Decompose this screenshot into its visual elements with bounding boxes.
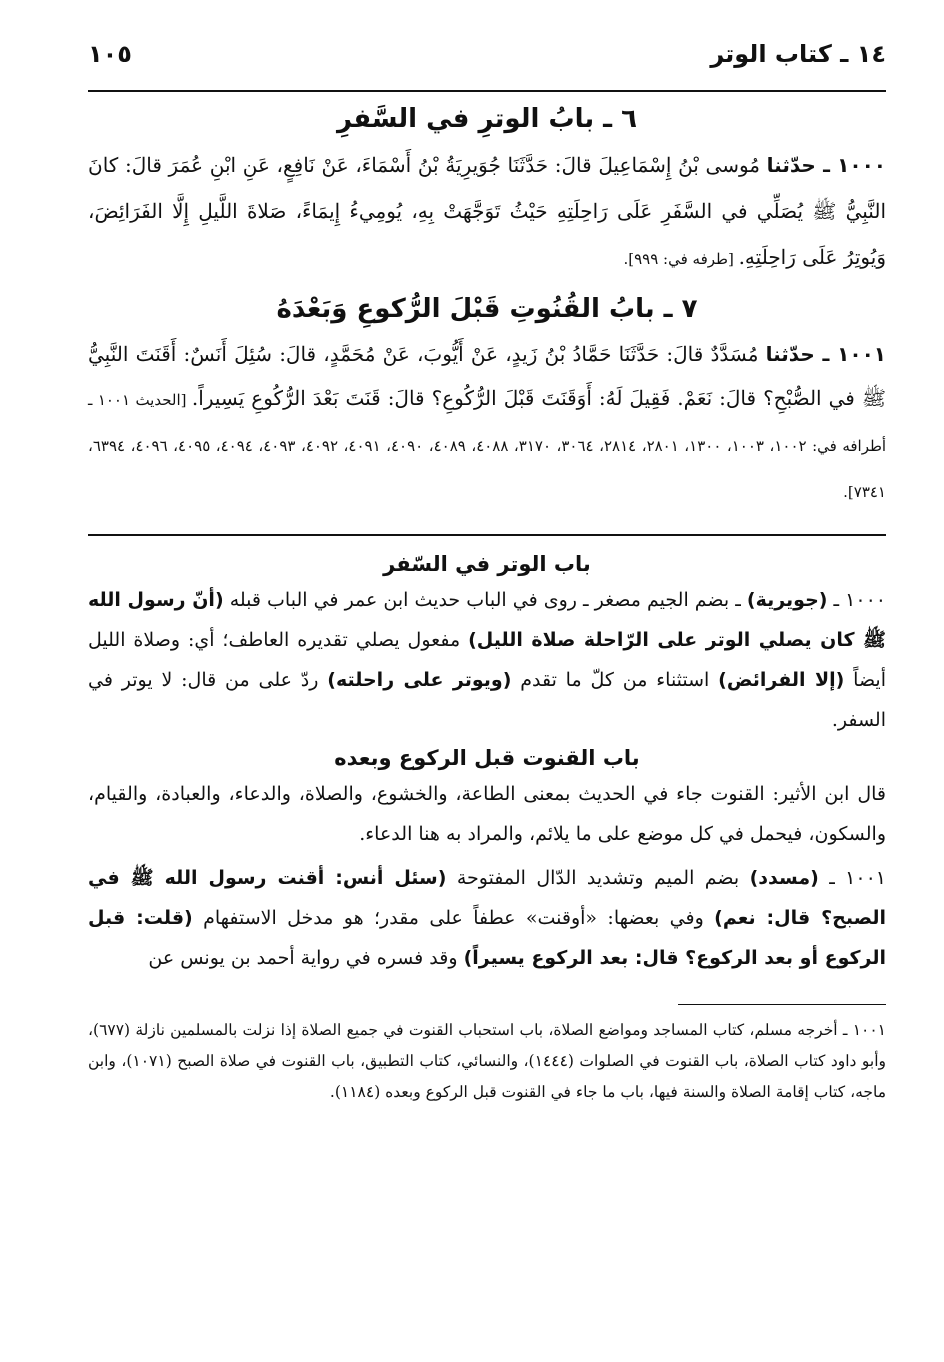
hadith-text: مُسَدَّدٌ قالَ: حَدَّثَنَا حَمَّادُ بْنُ زَيدٍ، عَنْ أَيُّوبَ، عَنْ مُحَمَّدٍ، قالَ: سُئِلَ أَنَسٌ: أَقَنَتَ النَّبِيُّ ﷺ في الصُّبْحِ؟ قالَ: نَعَمْ. فَقِيلَ لَهُ: أَوَقَنَتَ قَبْلَ الرُّكُوعِ؟ قالَ: قَنَتَ بَعْدَ الرُّكُوعِ يَسِيراً. (88, 342, 886, 410)
commentary-title-2: باب القنوت قبل الركوع وبعده (334, 746, 640, 770)
hadith-reference: [طرفه في: ٩٩٩]. (623, 250, 739, 268)
chapter-7-title: ٧ ـ بابُ القُنُوتِ قَبْلَ الرُّكوعِ وَبَعْدَهُ (276, 294, 698, 324)
commentary-quote: (قلت: قبل الركوع أو بعد الركوع؟ قال: بعد الركوع يسيراً) (88, 907, 886, 969)
hadith-reference: [الحديث ١٠٠١ ـ أطرافه في: ١٠٠٢، ١٠٠٣، ١٣٠٠، ٢٨٠١، ٢٨١٤، ٣٠٦٤، ٣١٧٠، ٤٠٨٨، ٤٠٨٩، ٤٠٩٠، ٤٠٩١، ٤٠٩٢، ٤٠٩٣، ٤٠٩٤، ٤٠٩٥، ٤٠٩٦، ٦٣٩٤، ٧٣٤١]. (88, 391, 887, 501)
running-header-chapter: ١٤ ـ كتاب الوتر (710, 40, 886, 68)
section-divider (88, 534, 886, 536)
commentary-qunut-definition: قال ابن الأثير: القنوت جاء في الحديث بمعنى الطاعة، والخشوع، والصلاة، والدعاء، والعبادة، والقيام، والسكون، فيحمل في كل موضع على ما يلائم، والمراد به هنا الدعاء. (88, 783, 886, 845)
book-page (88, 40, 886, 1108)
hadith-number: ١٠٠٠ ـ حدّثنا (766, 153, 886, 177)
commentary-text: ١٠٠٠ ـ (827, 589, 886, 611)
commentary-quote: (مسدد) (749, 867, 819, 889)
page-number: ١٠٥ (88, 40, 132, 68)
footnote-rule (678, 1004, 886, 1005)
commentary-1001 (88, 858, 886, 978)
commentary-quote: (جويرية) (746, 589, 828, 611)
commentary-title-1: باب الوتر في السّفر (383, 552, 591, 576)
commentary-text: ١٠٠١ ـ (818, 867, 886, 889)
commentary-1000 (88, 580, 886, 740)
page-header (88, 40, 886, 92)
hadith-text: مُوسى بْنُ إِسْمَاعِيلَ قالَ: حَدَّثَنَا جُوَيرِيَةُ بْنُ أَسْمَاءَ، عَنْ نَافِعٍ، عَنِ ابْنِ عُمَرَ قالَ: كانَ النَّبِيُّ ﷺ يُصَلِّي في السَّفَرِ عَلَى رَاحِلَتِهِ حَيْثُ تَوَجَّهَتْ بِهِ، يُومِيءُ إِيمَاءً، صَلاةَ اللَّيلِ إِلَّا الفَرَائِضَ، وَيُوتِرُ عَلَى رَاحِلَتِهِ. (88, 153, 886, 269)
hadith-number: ١٠٠١ ـ حدّثنا (765, 342, 886, 366)
commentary-text: ردّ على من قال: لا يوتر في السفر. (88, 669, 886, 731)
hadith-1000 (88, 142, 886, 282)
commentary-text: ـ بضم الجيم مصغر ـ روى في الباب حديث ابن عمر في الباب قبله (223, 589, 747, 611)
chapter-6-title: ٦ ـ بابُ الوترِ في السَّفرِ (337, 104, 637, 134)
commentary-quote: (سئل أنس: أقنت رسول الله ﷺ في الصبح؟ قال: نعم) (88, 867, 886, 929)
commentary-quote: (ويوتر على راحلته) (327, 669, 512, 691)
commentary-quote: (إلا الفرائض) (718, 669, 845, 691)
hadith-1001 (88, 332, 886, 514)
commentary-text: مفعول يصلي تقديره العاطف؛ أي: وصلاة الليل أيضاً (88, 629, 886, 691)
commentary-quote: (أنّ رسول الله ﷺ كان يصلي الوتر على الرّاحلة صلاة الليل) (88, 589, 887, 651)
commentary-text: استثناء من كلّ ما تقدم (511, 669, 719, 691)
footnote-1001: ١٠٠١ ـ أخرجه مسلم، كتاب المساجد ومواضع الصلاة، باب استحباب القنوت في جميع الصلاة إذا نزلت بالمسلمين نازلة (٦٧٧)، وأبو داود كتاب الصلاة، باب القنوت في الصلوات (١٤٤٤)، والنسائي، كتاب التطبيق، باب القنوت في صلاة الصبح (١٠٧١)، وابن ماجه، كتاب إقامة الصلاة والسنة فيها، باب ما جاء في القنوت قبل الركوع وبعده (١١٨٤). (88, 1021, 887, 1101)
commentary-text: وقد فسره في رواية أحمد بن يونس عن (148, 947, 464, 969)
commentary-text: بضم الميم وتشديد الدّال المفتوحة (446, 867, 750, 889)
commentary-text: وفي بعضها: «أوقنت» عطفاً على مقدر؛ هو مدخل الاستفهام (192, 907, 715, 929)
